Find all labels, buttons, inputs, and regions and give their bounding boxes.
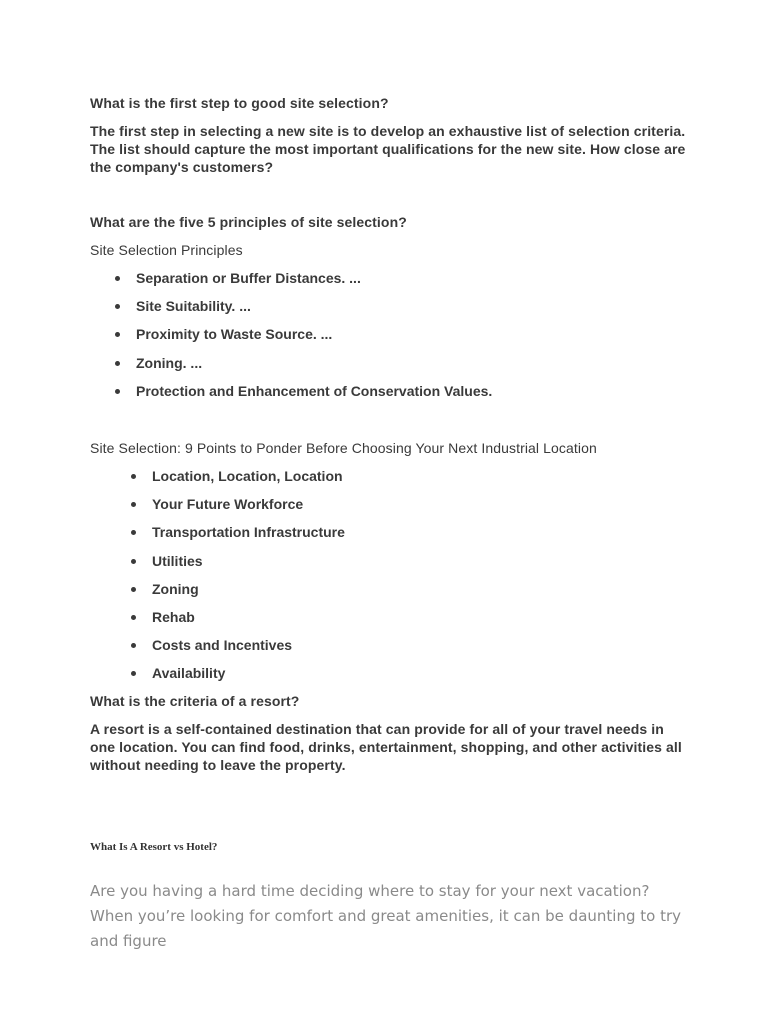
- bullet-icon: [115, 361, 120, 366]
- paragraph-resort-vs-hotel: Are you having a hard time deciding where to stay for your next vacation? When you’re looking for comfort and great amenities, it can be daunting to try and figure: [90, 882, 682, 950]
- bullet-icon: [131, 502, 136, 507]
- heading-site-selection-principles: Site Selection Principles: [90, 242, 243, 258]
- bullet-icon: [131, 474, 136, 479]
- answer-resort-criteria: A resort is a self-contained destination that can provide for all of your travel needs in one location. You can find food, drinks, entertainment, shopping, and other activities all without needing to leave the property.: [90, 721, 682, 773]
- heading-resort-vs-hotel: What Is A Resort vs Hotel?: [90, 841, 218, 853]
- bullet-icon: [131, 587, 136, 592]
- bullet-icon: [131, 643, 136, 648]
- bullet-icon: [115, 389, 120, 394]
- question-resort-criteria: What is the criteria of a resort?: [90, 693, 300, 709]
- document-page: What is the first step to good site selection? The first step in selecting a new site is to develop an exhaustive list of selection criteria. The list should capture the most important qualifications for the new site. How close are the company's customers? What are the five 5 principles of site selection? Site Selection Principles Separation or Buffer Distances. ... Site Suitability. ... Proximity to Waste Source. ... Zoning. ... Protection and Enhancement of Conservation Values. Site Selection: 9 Points to Ponder Before Choosing Your Next Industrial Location Location, Location, Location Your Future Workforce Transportation Infrastructure Utilities Zoning Rehab Costs and Incentives Availability What is the criteria of a resort? A resort is a self-contained destination that can provide for all of your travel needs in one location. You can find food, drinks, entertainment, shopping, and other activities all without needing to leave the property. What Is A Resort vs Hotel? Are you having a hard time deciding where to stay for your next vacation? When you’re looking for comfort and great amenities, it can be daunting to try and figure: [0, 0, 768, 1024]
- bullet-icon: [115, 276, 120, 281]
- question-five-principles: What are the five 5 principles of site selection?: [90, 214, 407, 230]
- bullet-icon: [115, 332, 120, 337]
- bullet-icon: [131, 615, 136, 620]
- heading-nine-points: Site Selection: 9 Points to Ponder Before Choosing Your Next Industrial Location: [90, 440, 597, 456]
- bullet-icon: [131, 559, 136, 564]
- bullet-icon: [115, 304, 120, 309]
- question-first-step: What is the first step to good site selection?: [90, 95, 389, 111]
- answer-first-step: The first step in selecting a new site is to develop an exhaustive list of selection criteria. The list should capture the most important qualifications for the new site. How close are the company's customers?: [90, 123, 686, 175]
- bullet-icon: [131, 671, 136, 676]
- bullet-icon: [131, 530, 136, 535]
